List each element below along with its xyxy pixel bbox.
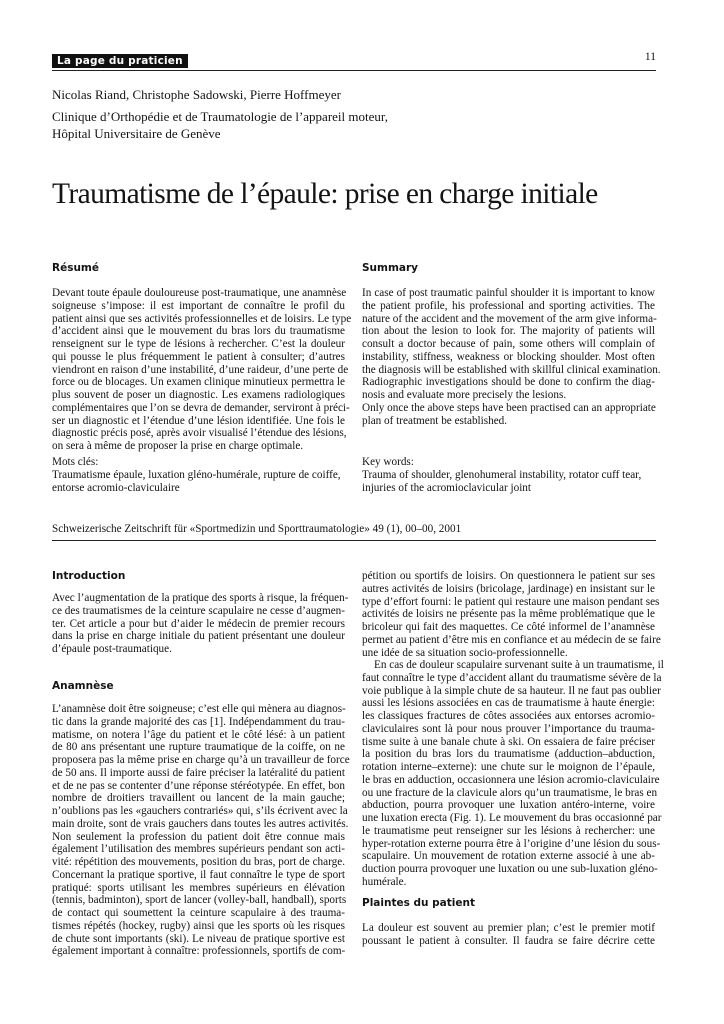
- summary-heading: Summary: [362, 262, 419, 274]
- text-line: diagnostic précis posé, après avoir visualisé l’étendue des lésions,: [52, 427, 347, 440]
- text-line: une idée de sa situation socio-professionnelle.: [362, 646, 568, 659]
- text-line: renseignent sur le type de lésions à rechercher. C’est la douleur: [52, 338, 345, 350]
- text-line: et de ne pas se contenter d’une réponse stéréotypée. En effet, bon: [52, 779, 345, 792]
- header-divider: [52, 70, 656, 71]
- keywords-line: entorse acromio-claviculaire: [52, 481, 180, 494]
- text-line: tic dans la grande majorité des cas [1]. Indépendamment du trau-: [52, 715, 345, 728]
- introduction-section: [52, 569, 345, 583]
- text-line: également important à connaître: professionnels, sportifs de com-: [52, 945, 346, 958]
- affiliation-line: Clinique d’Orthopédie et de Traumatologie de l’appareil moteur,: [52, 109, 388, 124]
- plaintes-text: [362, 922, 655, 948]
- text-line: voie publique à la simple chute de sa hauteur. Il ne faut pas oublier: [362, 684, 661, 697]
- text-line: En cas de douleur scapulaire survenant suite à un traumatisme, il: [374, 659, 664, 671]
- resume-text: [52, 287, 352, 453]
- text-line: type d’effort fourni: le patient qui restaure une maison pendant ses: [362, 595, 660, 608]
- text-line: the diagnosis will be established with skillful clinical examination.: [362, 363, 661, 376]
- text-line: proposera pas la même prise en charge qu’à un travailleur de force: [52, 754, 350, 766]
- keywords-line: injuries of the acromioclavicular joint: [362, 481, 531, 494]
- text-line: on sera à même de proposer la prise en charge optimale.: [52, 440, 304, 452]
- text-line: de contact qui soumettent la ceinture scapulaire à des trauma-: [52, 907, 345, 919]
- text-line: the patient profile, his professional and sporting activities. The: [362, 299, 655, 312]
- text-line: In case of post traumatic painful shoulder it is important to know: [362, 287, 655, 299]
- text-line: patient ainsi que ses activités professionnelles et de loisirs. Le type: [52, 312, 352, 325]
- text-line: faut connaître le type d’accident allant du traumatisme sévère de la: [362, 671, 662, 684]
- text-line: instability, stiffness, weakness or blocking shoulder. Most often: [362, 350, 655, 363]
- section-tag: La page du praticien: [52, 54, 188, 68]
- affiliation-line: Hôpital Universitaire de Genève: [52, 126, 221, 141]
- text-line: la position du bras lors du traumatisme (adduction–abduction,: [362, 748, 655, 761]
- text-line: matisme, on notera l’âge du patient et le côté lésé: à un patient: [52, 728, 345, 741]
- text-line: les classiques fractures de côtes associées aux entorses acromio-: [362, 710, 655, 722]
- text-line: soigneuse s’impose: il est important de connaître le profil du: [52, 299, 345, 312]
- keywords-label: Key words:: [362, 456, 414, 468]
- resume-heading: Résumé: [52, 262, 99, 274]
- journal-reference: Schweizerische Zeitschrift für «Sportmedizin und Sporttraumatologie» 49 (1), 00–00, 2001: [52, 523, 462, 535]
- text-line: Radiographic investigations should be done to confirm the diag-: [362, 376, 655, 389]
- text-line: duction pourra provoquer une luxation ou une sub-luxation gléno-: [362, 863, 658, 875]
- text-line: également l’utilisation des membres supérieurs pendant son acti-: [52, 843, 345, 856]
- page-number: 11: [644, 51, 656, 63]
- text-line: pratiqué: sports utilisant les membres supérieurs en élévation: [52, 881, 345, 894]
- anamnese-section: [52, 679, 345, 693]
- text-line: main droite, sont de vrais gauchers dans toutes les autres activités.: [52, 817, 349, 830]
- summary-section: [362, 261, 655, 275]
- text-line: ter. Cet article a pour but d’aider le médecin de premier recours: [52, 617, 345, 630]
- text-line: bricoleur qui fait des maquettes. Ce côté informel de l’anamnèse: [362, 621, 655, 633]
- keywords-line: Trauma of shoulder, glenohumeral instability, rotator cuff tear,: [362, 468, 642, 481]
- text-line: Concernant la pratique sportive, il faut connaître le type de sport: [52, 868, 345, 881]
- text-line: pétition ou sportifs de loisirs. On questionnera le patient sur ses: [362, 570, 655, 582]
- text-line: L’anamnèse doit être soigneuse; c’est elle qui mènera au diagnos-: [52, 703, 346, 715]
- introduction-text: [52, 592, 349, 656]
- text-line: le traumatisme peut renseigner sur les lésions à rechercher: une: [362, 824, 655, 837]
- text-line: Avec l’augmentation de la pratique des sports à risque, la fréquen-: [52, 592, 349, 604]
- text-line: d’accident ainsi que le mouvement du bras lors du traumatisme: [52, 325, 345, 338]
- accident-paragraph: [362, 659, 664, 889]
- text-line: (tennis, badminton), sport de lancer (volley-ball, handball), sports: [52, 894, 347, 907]
- anamnese-text: [52, 703, 350, 958]
- introduction-heading: Introduction: [52, 570, 126, 582]
- text-line: le bras en adduction, occasionnera une lésion acromio-claviculaire: [362, 773, 660, 786]
- text-line: dans la prise en charge initiale du patient présentant une douleur: [52, 630, 345, 643]
- text-line: de chute sont importants (ski). Le niveau de pratique sportive est: [52, 932, 345, 945]
- text-line: activités de loisirs ne présente pas la même problématique que le: [362, 608, 655, 621]
- text-line: plus souvent de poser un diagnostic. Les examens radiologiques: [52, 389, 345, 401]
- plaintes-section: [362, 896, 655, 910]
- article-title: Traumatisme de l’épaule: prise en charge initiale: [52, 178, 598, 210]
- text-line: viendront en raison d’une instabilité, d’une raideur, d’une perte de: [52, 363, 349, 376]
- anamnese-heading: Anamnèse: [52, 680, 114, 692]
- text-line: permet au patient d’être mis en confiance et au médecin de se faire: [362, 633, 661, 646]
- text-line: qui pousse le plus fréquemment le patient à consulter; d’autres: [52, 350, 345, 363]
- resume-keywords: [52, 456, 345, 494]
- authors: Nicolas Riand, Christophe Sadowski, Pierre Hoffmeyer: [52, 87, 341, 102]
- summary-keywords: [362, 456, 655, 494]
- text-line: de 50 ans. Il importe aussi de faire préciser la latéralité du patient: [52, 766, 345, 779]
- summary-text: [362, 287, 661, 427]
- text-line: plan of treatment be established.: [362, 414, 508, 427]
- text-line: ce des traumatismes de la ceinture scapulaire ne cesse d’augmen-: [52, 604, 345, 617]
- text-line: autres activités de loisirs (bricolage, jardinage) en insistant sur le: [362, 582, 655, 595]
- text-line: ser un diagnostic et l’étendue d’une lésion identifiée. Une fois le: [52, 414, 345, 427]
- text-line: Only once the above steps have been practised can an appropriate: [362, 401, 656, 414]
- text-line: scapulaire. Un mouvement de rotation externe associé à une ab-: [362, 850, 655, 863]
- text-line: rotation interne–externe): une chute sur le moignon de l’épaule,: [362, 761, 655, 773]
- anamnese-continued-text: [362, 570, 661, 659]
- text-line: tismes répétés (hockey, rugby) ainsi que les sports où les risques: [52, 919, 345, 932]
- text-line: aussi les lésions associées en cas de traumatisme à haute énergie:: [362, 697, 655, 710]
- section-divider: [52, 540, 656, 541]
- text-line: humérale.: [362, 875, 407, 888]
- text-line: tion about the lesion to look for. The majority of patients will: [362, 325, 655, 338]
- text-line: vité: répétition des mouvements, position du bras, port de charge.: [52, 856, 345, 868]
- text-line: abduction, pourra provoquer une luxation antéro-interne, voire: [362, 799, 655, 812]
- keywords-line: Traumatisme épaule, luxation gléno-humérale, rupture de coiffe,: [52, 468, 341, 481]
- text-line: une luxation erecta (Fig. 1). Le mouvement du bras occasionné par: [362, 812, 662, 824]
- text-line: d’épaule post-traumatique.: [52, 643, 172, 655]
- affiliation: [52, 108, 388, 142]
- text-line: Non seulement la profession du patient doit être connue mais: [52, 830, 345, 843]
- text-line: Devant toute épaule douloureuse post-traumatique, une anamnèse: [52, 287, 347, 299]
- text-line: nature of the accident and the movement of the arm give informa-: [362, 312, 657, 325]
- text-line: consult a doctor because of pain, some others will complain of: [362, 338, 655, 350]
- text-line: n’oublions pas les «gauchers contrariés» qui, s’ils écrivent avec la: [52, 805, 348, 817]
- text-line: nombre de droitiers travaillent ou lancent de la main gauche;: [52, 792, 345, 805]
- text-line: tisme suite à une banale chute à ski. On essaiera de faire préciser: [362, 735, 655, 748]
- plaintes-heading: Plaintes du patient: [362, 897, 475, 909]
- keywords-label: Mots clés:: [52, 456, 99, 468]
- text-line: nosis and evaluate more precisely the lesions.: [362, 389, 567, 401]
- resume-section: [52, 261, 345, 275]
- text-line: La douleur est souvent au premier plan; c’est le premier motif: [362, 922, 655, 934]
- text-line: claviculaires sont là pour nous prouver l’importance du trauma-: [362, 722, 655, 735]
- text-line: de 80 ans présentant une rupture traumatique de la coiffe, on ne: [52, 741, 345, 754]
- text-line: poussant le patient à consulter. Il faudra se faire décrire cette: [362, 934, 655, 947]
- text-line: complémentaires que l’on se devra de demander, serviront à préci-: [52, 401, 350, 414]
- text-line: force ou de blocages. Un examen clinique minutieux permettra le: [52, 376, 345, 389]
- text-line: ou une fracture de la clavicule alors qu’un traumatisme, le bras en: [362, 786, 658, 799]
- text-line: hyper-rotation externe pourra être à l’origine d’une lésion du sous-: [362, 837, 661, 850]
